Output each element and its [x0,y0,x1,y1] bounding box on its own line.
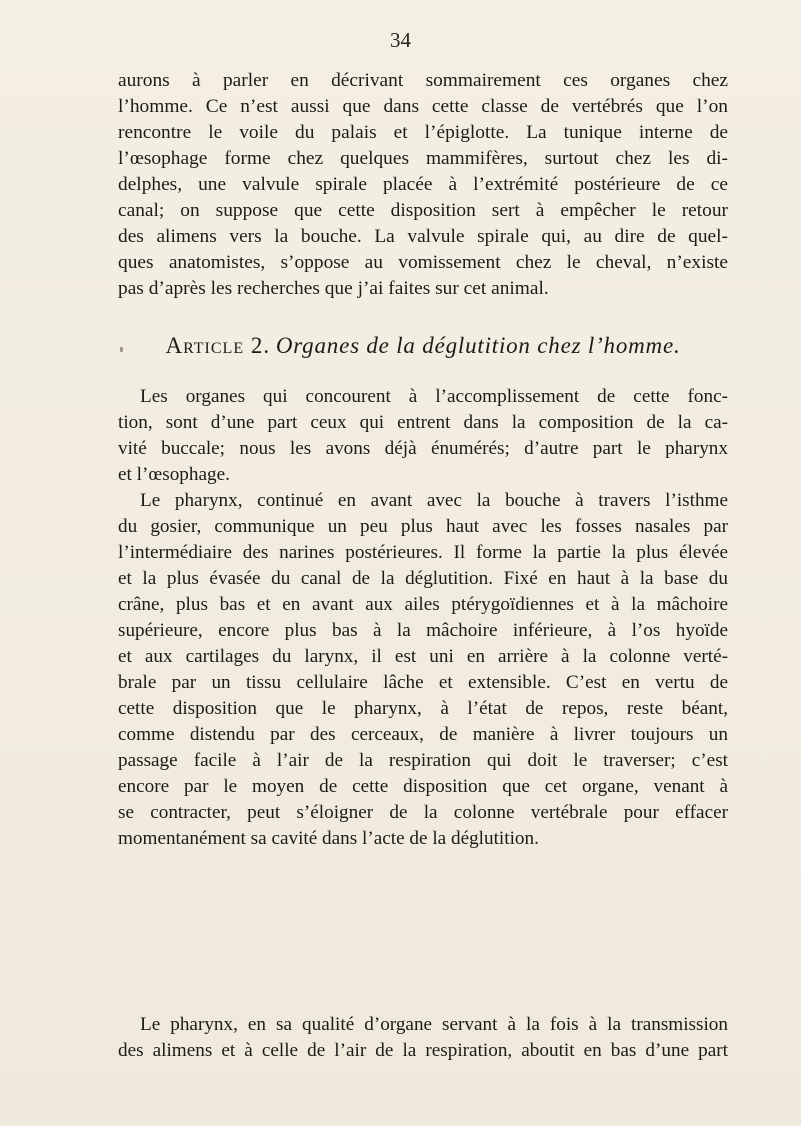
paragraph-1 [118,68,728,302]
text-line: crâne, plus bas et en avant aux ailes ptérygoïdiennes et à la mâchoire [118,594,728,615]
text-line: cette disposition que le pharynx, à l’état de repos, reste béant, [118,698,728,719]
paragraph-4 [118,1012,728,1064]
text-line: l’œsophage forme chez quelques mammifères, surtout chez les di- [118,148,728,169]
text-line: Le pharynx, en sa qualité d’organe servant à la fois à la transmission [140,1014,728,1035]
text-line: comme distendu par des cerceaux, de manière à livrer toujours un [118,724,728,745]
text-line: du gosier, communique un peu plus haut avec les fosses nasales par [118,516,728,537]
text-line: et l’œsophage. [118,464,230,485]
text-line: supérieure, encore plus bas à la mâchoire inférieure, à l’os hyoïde [118,620,728,641]
page-number: 34 [390,28,411,52]
section-heading [118,326,728,366]
text-line: passage facile à l’air de la respiration qui doit le traverser; c’est [118,750,728,771]
text-line: tion, sont d’une part ceux qui entrent dans la composition de la ca- [118,412,728,433]
text-line: Le pharynx, continué en avant avec la bouche à travers l’isthme [140,490,728,511]
text-line: brale par un tissu cellulaire lâche et extensible. C’est en vertu de [118,672,728,693]
text-line: vité buccale; nous les avons déjà énumérés; d’autre part le pharynx [118,438,728,459]
text-line: ques anatomistes, s’oppose au vomissement chez le cheval, n’existe [118,252,728,273]
text-line: canal; on suppose que cette disposition sert à empêcher le retour [118,200,728,221]
text-line: Les organes qui concourent à l’accomplissement de cette fonc- [140,386,728,407]
text-line: des alimens et à celle de l’air de la respiration, aboutit en bas d’une part [118,1040,728,1061]
article-title: Organes de la déglutition chez l’homme. [275,333,681,358]
article-label: Article 2. [165,333,271,358]
text-line: se contracter, peut s’éloigner de la colonne vertébrale pour effacer [118,802,728,823]
paragraph-2 [118,384,728,488]
text-line: rencontre le voile du palais et l’épiglotte. La tunique interne de [118,122,728,143]
text-line: l’homme. Ce n’est aussi que dans cette classe de vertébrés que l’on [118,96,728,117]
text-line: aurons à parler en décrivant sommairement ces organes chez [118,70,728,91]
text-line: et la plus évasée du canal de la déglutition. Fixé en haut à la base du [118,568,728,589]
text-line: encore par le moyen de cette disposition que cet organe, venant à [118,776,728,797]
text-line: et aux cartilages du larynx, il est uni en arrière à la colonne verté- [118,646,728,667]
text-line: des alimens vers la bouche. La valvule spirale qui, au dire de quel- [118,226,728,247]
text-line: l’intermédiaire des narines postérieures. Il forme la partie la plus élevée [118,542,728,563]
text-line: pas d’après les recherches que j’ai faites sur cet animal. [118,278,549,299]
text-line: delphes, une valvule spirale placée à l’extrémité postérieure de ce [118,174,728,195]
paragraph-3 [118,488,728,852]
text-line: momentanément sa cavité dans l’acte de la déglutition. [118,828,539,849]
